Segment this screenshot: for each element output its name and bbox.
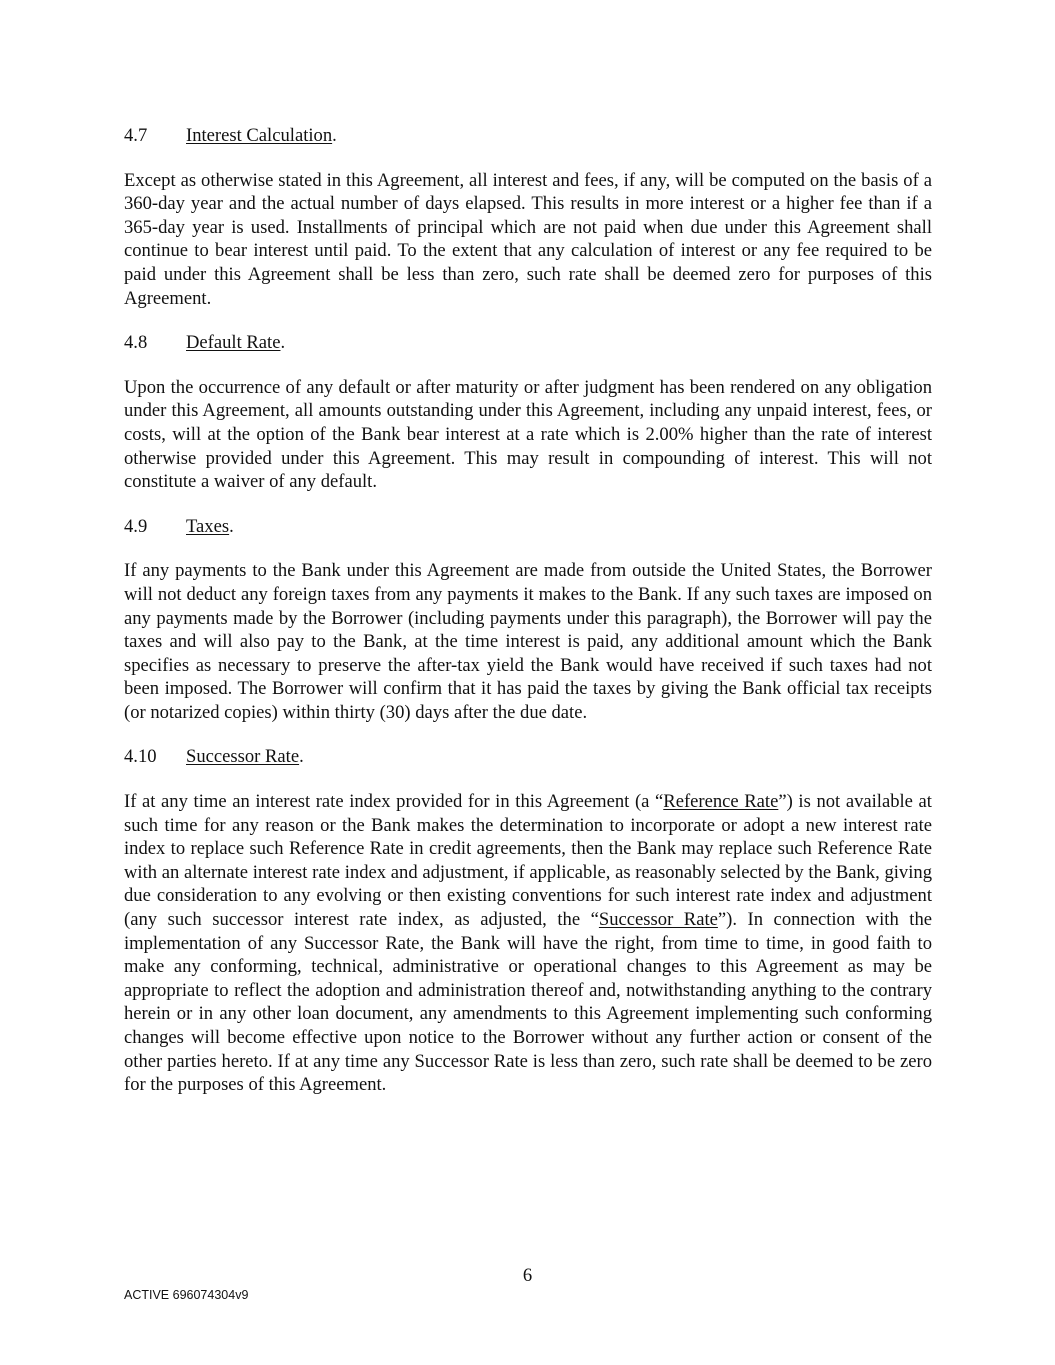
section-title-period: . (229, 515, 234, 537)
defined-term-successor-rate: Successor Rate (598, 909, 718, 931)
section-heading-4-7 (124, 124, 932, 148)
section-title-period: . (299, 746, 304, 768)
section-paragraph-4-9: If any payments to the Bank under this Agreement are made from outside the United States, the Borrower will not deduct any foreign taxes from any payments it makes to the Bank. If any such taxes are imposed on any payments made by the Borrower (including payments under this paragraph), the Borrower will pay the taxes and will also pay to the Bank, at the time interest is paid, any additional amount which the Bank specifies as necessary to preserve the after-tax yield the Bank would have received if such taxes had not been imposed. The Borrower will confirm that it has paid the taxes by giving the Bank official tax receipts (or notarized copies) within thirty (30) days after the due date. (124, 560, 932, 723)
section-number: 4.9 (124, 515, 148, 537)
section-heading-4-8 (124, 331, 932, 355)
section-title: Successor Rate (186, 746, 300, 768)
section-title: Interest Calculation (186, 125, 333, 146)
section-paragraph-4-8: Upon the occurrence of any default or after maturity or after judgment has been rendered on any obligation under this Agreement, all amounts outstanding under this Agreement, including any unpaid interest, fees, or costs, will at the option of the Bank bear interest at a rate which is 2.00% higher than the rate of interest otherwise provided under this Agreement. This may result in compounding of interest. This will not constitute a waiver of any default. (124, 376, 932, 493)
section-paragraph-4-7: Except as otherwise stated in this Agreement, all interest and fees, if any, will be computed on the basis of a 360-day year and the actual number of days elapsed. This results in more interest or a higher fee than if a 365-day year is used. Installments of principal which are not paid when due under this Agreement shall continue to bear interest until paid. To the extent that any calculation of interest or any fee required to be paid under this Agreement shall be less than zero, such rate shall be deemed zero for purposes of this Agreement. (124, 169, 932, 309)
section-heading-4-10 (124, 745, 932, 769)
paragraph-text: ”). In connection with the implementation of any Successor Rate, the Bank will have the right, from time to time, in good faith to make any conforming, technical, administrative or operational changes to this Agreement as may be appropriate to reflect the adoption and administration thereof and, notwithstanding anything to the contrary herein or in any other loan document, any amendments to this Agreement implementing such conforming changes will become effective upon notice to the Borrower without any further action or consent of the other parties hereto. If at any time any Successor Rate is less than zero, such rate shall be deemed to be zero for the purposes of this Agreement. (124, 909, 932, 1096)
paragraph-text: If at any time an interest rate index provided for in this Agreement (a “ (124, 791, 664, 813)
page-number: 6 (522, 1265, 533, 1286)
section-title-period: . (332, 125, 337, 146)
section-title: Taxes (186, 515, 230, 537)
section-number: 4.7 (124, 125, 148, 146)
section-number: 4.10 (124, 746, 157, 768)
section-number: 4.8 (124, 332, 148, 354)
document-page (124, 124, 932, 1118)
section-title-period: . (280, 332, 286, 354)
document-id: ACTIVE 696074304v9 (124, 1288, 249, 1302)
paragraph-text: ”) is not available at such time for any reason or the Bank makes the determination to incorporate or adopt a new interest rate index to replace such Reference Rate in credit agreements, then the Bank may replace such Reference Rate with an alternate interest rate index and adjustment, if applicable, as reasonably selected by the Bank, giving due consideration to any evolving or then existing conventions for such interest rate index and adjustment (any such successor interest rate index, as adjusted, the “ (124, 791, 932, 931)
defined-term-reference-rate: Reference Rate (663, 791, 779, 813)
section-paragraph-4-10 (124, 790, 932, 1097)
section-heading-4-9 (124, 515, 932, 539)
section-title: Default Rate (186, 332, 281, 354)
